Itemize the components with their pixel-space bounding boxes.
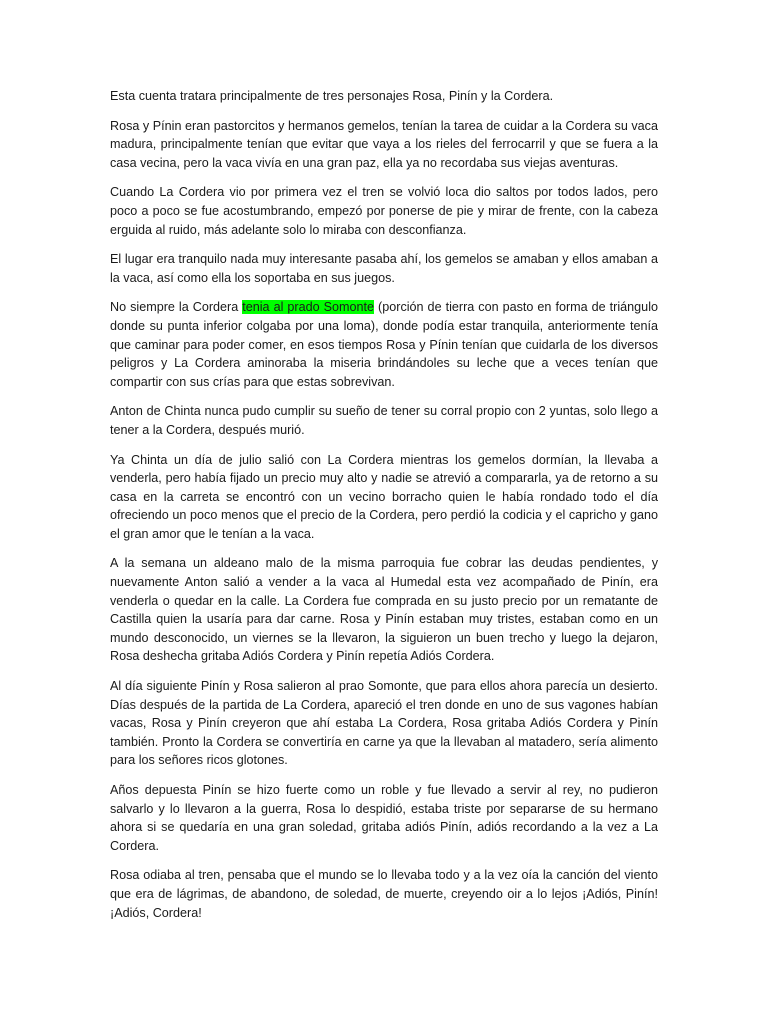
paragraph-9: Al día siguiente Pinín y Rosa salieron al prao Somonte, que para ellos ahora parecía un desierto. Días después de la partida de La Cordera, apareció el tren donde en uno de sus vagones habían vacas, Rosa y Pinín creyeron que ahí estaba La Cordera, Rosa gritaba Adiós Cordera y Pinín también. Pronto la Cordera se convertiría en carne ya que la llevaban al matadero, sería alimento para los señores ricos glotones. xyxy=(110,679,658,768)
document-body xyxy=(110,87,658,933)
paragraph-4: El lugar era tranquilo nada muy interesante pasaba ahí, los gemelos se amaban y ellos amaban a la vaca, así como ella los soportaba en sus juegos. xyxy=(110,252,658,285)
paragraph-7: Ya Chinta un día de julio salió con La Cordera mientras los gemelos dormían, la llevaba a venderla, pero había fijado un precio muy alto y nadie se atrevió a compararla, ya de retorno a su casa en la carreta se encontró con un vecino borracho quien le había rondado todo el día ofreciendo un poco menos que el precio de la Cordera, pero perdió la codicia y el capricho y gano el gran amor que le tenían a la vaca. xyxy=(110,452,658,541)
paragraph-3: Cuando La Cordera vio por primera vez el tren se volvió loca dio saltos por todos lados, pero poco a poco se fue acostumbrando, empezó por ponerse de pie y mirar de frente, con la cabeza erguida al ruido, más adelante solo lo miraba con desconfianza. xyxy=(110,185,658,237)
highlighted-text: tenia al prado Somonte xyxy=(242,300,375,315)
paragraph-2: Rosa y Pínin eran pastorcitos y hermanos gemelos, tenían la tarea de cuidar a la Cordera su vaca madura, principalmente tenían que evitar que vaya a los rieles del ferrocarril y que se fuera a la casa vecina, pero la vaca vivía en una gran paz, ella ya no recordaba sus viejas aventuras. xyxy=(110,118,658,170)
paragraph-1: Esta cuenta tratara principalmente de tres personajes Rosa, Pinín y la Cordera. xyxy=(110,89,554,103)
paragraph-10: Años depuesta Pinín se hizo fuerte como un roble y fue llevado a servir al rey, no pudieron salvarlo y lo llevaron a la guerra, Rosa lo despidió, estaba triste por separarse de su hermano ahora si se quedaría en una gran soledad, gritaba adiós Pinín, adiós recordando a la vez a La Cordera. xyxy=(110,783,658,853)
paragraph-6: Anton de Chinta nunca pudo cumplir su sueño de tener su corral propio con 2 yuntas, solo llego a tener a la Cordera, después murió. xyxy=(110,404,658,437)
paragraph-11: Rosa odiaba al tren, pensaba que el mundo se lo llevaba todo y a la vez oía la canción del viento que era de lágrimas, de abandono, de soledad, de muerte, creyendo oir a lo lejos ¡Adiós, Pinín! ¡Adiós, Cordera! xyxy=(110,868,658,920)
paragraph-5-start: No siempre la Cordera xyxy=(110,300,243,315)
paragraph-5 xyxy=(110,298,658,391)
paragraph-5-rest: (porción de tierra con pasto en forma de triángulo donde su punta inferior colgaba por una loma), donde podía estar tranquila, anteriormente tenía que caminar para poder comer, en esos tiempos Rosa y Pínin tenían que cuidarla de los diversos peligros y La Cordera aminoraba la miseria brindándoles su leche que a veces tenían que compartir con sus crías para que estas sobrevivan. xyxy=(110,300,658,389)
paragraph-8: A la semana un aldeano malo de la misma parroquia fue cobrar las deudas pendientes, y nuevamente Anton salió a vender a la vaca al Humedal esta vez acompañado de Pinín, era venderla o quedar en la calle. La Cordera fue comprada en su justo precio por un rematante de Castilla quien la usaría para dar carne. Rosa y Pinín estaban muy tristes, estaban como en un mundo desconocido, un viernes se la llevaron, la siguieron un buen trecho y luego la dejaron, Rosa deshecha gritaba Adiós Cordera y Pinín repetía Adiós Cordera. xyxy=(110,556,658,664)
